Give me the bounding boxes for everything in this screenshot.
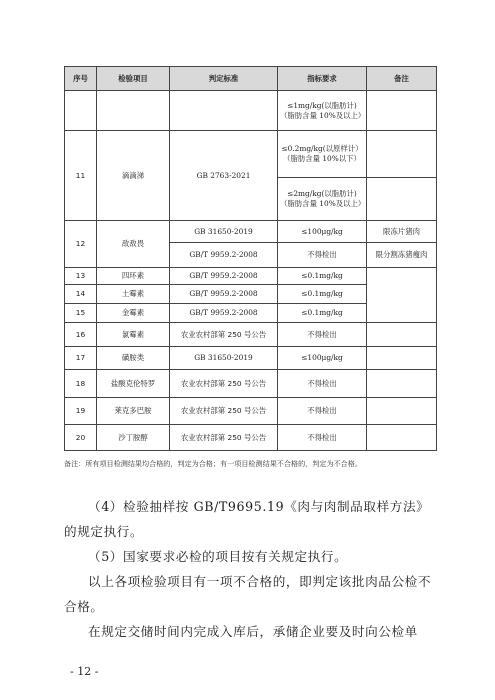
cell-item: 氯霉素 — [97, 323, 170, 347]
table-header-row — [65, 67, 437, 91]
cell-requirement: 不得检出 — [278, 398, 367, 425]
cell-no: 12 — [65, 221, 97, 268]
cell-remark — [367, 398, 437, 425]
cell-requirement: ≤100μg/kg — [278, 347, 367, 370]
cell-requirement: 不得检出 — [278, 323, 367, 347]
inspection-table — [64, 66, 437, 451]
cell-standard: 农业农村部第 250 号公告 — [170, 398, 278, 425]
paragraph-mandatory-items: （5）国家要求必检的项目按有关规定执行。 — [88, 549, 348, 564]
cell-standard: GB/T 9959.2-2008 — [170, 304, 278, 323]
cell-item: 沙丁胺醇 — [97, 425, 170, 451]
cell-requirement: ≤1mg/kg(以脂肪计)（脂肪含量 10%及以上） — [278, 91, 367, 131]
cell-item: 四环素 — [97, 268, 170, 285]
cell-requirement: ≤100μg/kg — [278, 221, 367, 243]
cell-standard — [170, 91, 278, 131]
cell-item: 莱克多巴胺 — [97, 398, 170, 425]
cell-remark: 限分割冻猪瘦肉 — [367, 243, 437, 268]
table-row — [65, 398, 437, 425]
cell-remark — [367, 347, 437, 370]
cell-no: 16 — [65, 323, 97, 347]
cell-standard: GB 2763-2021 — [170, 131, 278, 221]
cell-requirement: 不得检出 — [278, 243, 367, 268]
cell-requirement: ≤0.2mg/kg(以原样计）（脂肪含量 10%以下） — [278, 131, 367, 178]
cell-standard: 农业农村部第 250 号公告 — [170, 370, 278, 398]
paragraph-judgement: 以上各项检验项目有一项不合格的，即判定该批肉品公检不合格。 — [64, 574, 432, 614]
cell-remark — [367, 425, 437, 451]
table-note: 备注：所有项目检测结果均合格的，判定为合格；有一项目检测结果不合格的，判定为不合格。 — [64, 459, 362, 468]
header-no: 序号 — [65, 67, 97, 91]
cell-standard: 农业农村部第 250 号公告 — [170, 425, 278, 451]
cell-standard: 农业农村部第 250 号公告 — [170, 323, 278, 347]
paragraph-sampling: （4）检验抽样按 GB/T9695.19《肉与肉制品取样方法》的规定执行。 — [64, 499, 430, 539]
table-row — [65, 91, 437, 131]
header-remark: 备注 — [367, 67, 437, 91]
cell-requirement: ≤0.1mg/kg — [278, 285, 367, 304]
cell-no: 20 — [65, 425, 97, 451]
cell-no: 19 — [65, 398, 97, 425]
header-standard: 判定标准 — [170, 67, 278, 91]
cell-no — [65, 91, 97, 131]
cell-item: 敌敌畏 — [97, 221, 170, 268]
cell-requirement: ≤0.1mg/kg — [278, 268, 367, 285]
header-item: 检验项目 — [97, 67, 170, 91]
cell-no: 15 — [65, 304, 97, 323]
cell-remark — [367, 370, 437, 398]
cell-item: 金霉素 — [97, 304, 170, 323]
cell-standard: GB/T 9959.2-2008 — [170, 243, 278, 268]
cell-item: 土霉素 — [97, 285, 170, 304]
cell-no: 14 — [65, 285, 97, 304]
table-row — [65, 323, 437, 347]
cell-no: 13 — [65, 268, 97, 285]
cell-item: 滴滴涕 — [97, 131, 170, 221]
cell-requirement: 不得检出 — [278, 425, 367, 451]
cell-standard: GB 31650-2019 — [170, 221, 278, 243]
cell-no: 18 — [65, 370, 97, 398]
cell-standard: GB 31650-2019 — [170, 347, 278, 370]
cell-requirement: 不得检出 — [278, 370, 367, 398]
table-row — [65, 221, 437, 243]
cell-requirement: ≤2mg/kg(以脂肪计)（脂肪含量 10%及以上） — [278, 178, 367, 221]
table-row — [65, 131, 437, 178]
cell-remark — [367, 268, 437, 323]
cell-standard: GB/T 9959.2-2008 — [170, 285, 278, 304]
cell-remark — [367, 91, 437, 131]
cell-item: 盐酸克伦特罗 — [97, 370, 170, 398]
table-row — [65, 370, 437, 398]
cell-item — [97, 91, 170, 131]
table-row — [65, 425, 437, 451]
cell-no: 17 — [65, 347, 97, 370]
cell-remark — [367, 131, 437, 178]
cell-remark — [367, 178, 437, 221]
cell-remark — [367, 323, 437, 347]
header-requirement: 指标要求 — [278, 67, 367, 91]
cell-item: 磺胺类 — [97, 347, 170, 370]
page-number: - 12 - — [70, 665, 99, 678]
cell-remark: 限冻片猪肉 — [367, 221, 437, 243]
table-row — [65, 347, 437, 370]
cell-requirement: ≤0.1mg/kg — [278, 304, 367, 323]
cell-standard: GB/T 9959.2-2008 — [170, 268, 278, 285]
paragraph-storage: 在规定交储时间内完成入库后，承储企业要及时向公检单 — [88, 624, 418, 639]
cell-no: 11 — [65, 131, 97, 221]
table-row — [65, 268, 437, 285]
